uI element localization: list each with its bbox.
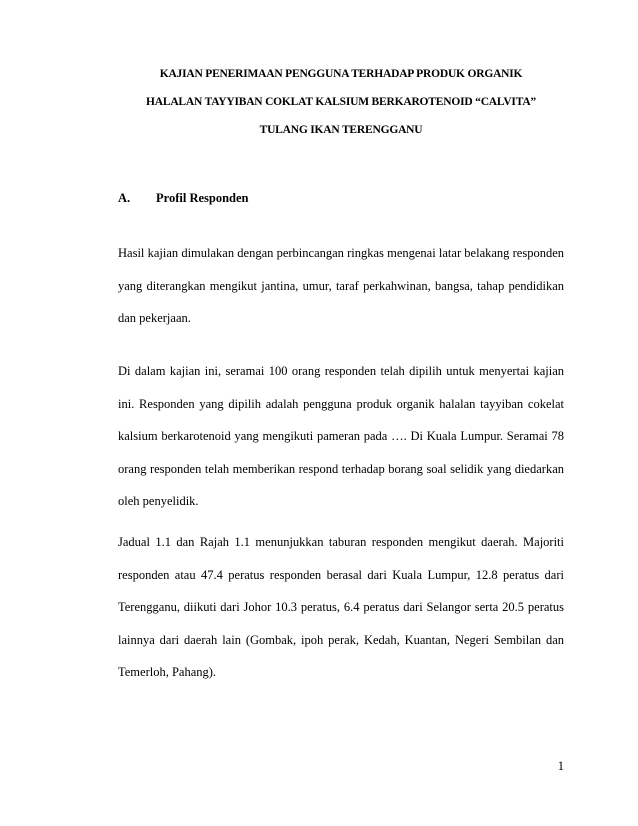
title-line-2: HALALAN TAYYIBAN COKLAT KALSIUM BERKAROTENOID “CALVITA” — [146, 96, 536, 108]
paragraph-3: Jadual 1.1 dan Rajah 1.1 menunjukkan taburan responden mengikut daerah. Majoriti responden atau 47.4 peratus responden berasal dari Kuala Lumpur, 12.8 peratus dari Terengganu, diikuti dari Johor 10.3 peratus, 6.4 peratus dari Selangor serta 20.5 peratus lainnya dari daerah lain (Gombak, ipoh perak, Kedah, Kuantan, Negeri Sembilan dan Temerloh, Pahang). — [118, 535, 564, 679]
page-number: 1 — [557, 759, 564, 773]
section-number: A. — [118, 191, 131, 205]
section-heading — [118, 191, 249, 206]
title-line-3: TULANG IKAN TERENGGANU — [259, 124, 423, 136]
paragraph-2: Di dalam kajian ini, seramai 100 orang responden telah dipilih untuk menyertai kajian ini. Responden yang dipilih adalah pengguna produk organik halalan tayyiban cokelat kalsium berkarotenoid yang mengikuti pameran pada …. Di Kuala Lumpur. Seramai 78 orang responden telah memberikan respond terhadap borang soal selidik yang diedarkan oleh penyelidik. — [118, 364, 564, 508]
section-title: Profil Responden — [156, 191, 249, 205]
title-line-1: KAJIAN PENERIMAAN PENGGUNA TERHADAP PRODUK ORGANIK — [159, 68, 523, 80]
paragraph-1: Hasil kajian dimulakan dengan perbincangan ringkas mengenai latar belakang responden yang diterangkan mengikut jantina, umur, taraf perkahwinan, bangsa, tahap pendidikan dan pekerjaan. — [118, 246, 564, 325]
